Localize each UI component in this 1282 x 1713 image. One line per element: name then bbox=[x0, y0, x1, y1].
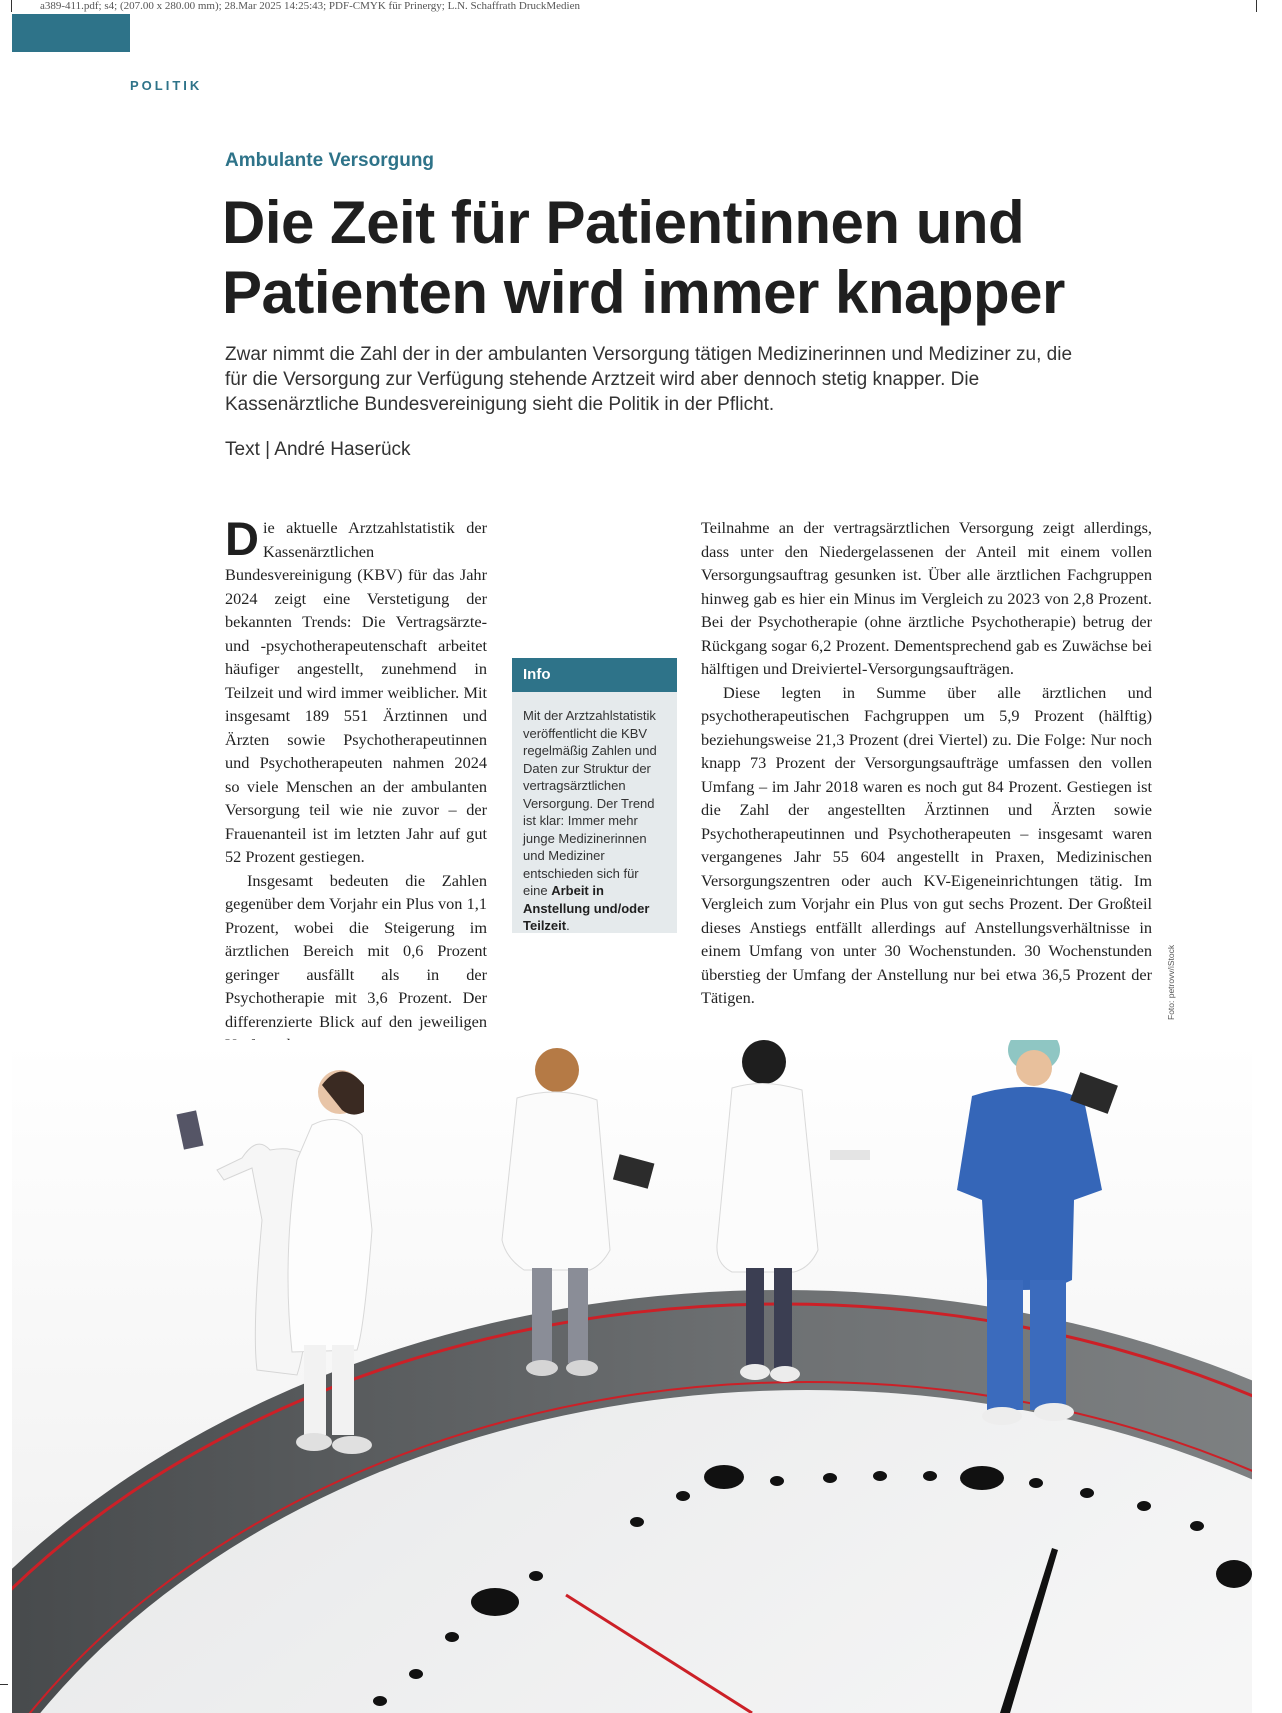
body-paragraph: Diese legten in Summe über alle ärztlichen und psychotherapeutischen Fachgruppen um 5,9 Prozent (hälftig) beziehungsweise 21,3 Prozent (drei Viertel) zu. Die Folge: Nur noch knapp 73 Prozent der Versorgungsaufträge umfassen den vollen Umfang – im Jahr 2018 waren es noch gut 84 Prozent. Gestiegen ist die Zahl der angestellten Ärztinnen und Ärzten sowie Psychotherapeutinnen und Psychotherapeuten – insgesamt waren vergangenes Jahr 55 604 angestellt in Praxen, Medizinischen Versorgungszentren oder auch KV-Eigeneinrichtungen tätig. Im Vergleich zum Vorjahr ein Plus von gut sechs Prozent. Der Großteil dieses Anstiegs entfällt allerdings auf Anstellungsverhältnisse in einem Umfang von unter 30 Wochenstunden. 30 Wochenstunden überstieg der Umfang der Anstellung nur bei etwa 36,5 Prozent der Tätigen. bbox=[701, 682, 1152, 1007]
crop-mark-top-left bbox=[11, 0, 12, 12]
info-box-end: . bbox=[566, 918, 570, 933]
crop-mark-top-right bbox=[1256, 0, 1257, 12]
hour-marker bbox=[704, 1465, 744, 1489]
hour-marker bbox=[960, 1466, 1004, 1490]
article-headline bbox=[222, 188, 1222, 328]
body-text: ie aktuelle Arztzahlstatistik der Kassenärztlichen Bundesvereinigung (KBV) für das Jahr 2024 zeigt eine Verstetigung der bekannten Trends: Die Vertragsärzte- und -psychotherapeutenschaft arbeitet häufiger angestellt, zunehmend in Teilzeit und wird immer weiblicher. Mit insgesamt 189 551 Ärztinnen und Ärzten sowie Psychotherapeutinnen und Psychotherapeuten nahmen 2024 so viele Menschen an der ambulanten Versorgung teil wie nie zuvor – der Frauenanteil ist im letzten Jahr auf gut 52 Prozent gestiegen. bbox=[225, 518, 487, 866]
info-box-body: Mit der Arztzahlstatistik veröffentlicht die KBV regelmäßig Zahlen und Daten zur Struktur der vertragsärztlichen Versorgung. Der Trend ist klar: Immer mehr junge Medizinerinnen und Mediziner entschieden sich für eine bbox=[523, 708, 657, 898]
hour-marker bbox=[1216, 1560, 1252, 1588]
section-color-bar bbox=[12, 14, 130, 52]
body-paragraph: Teilnahme an der vertragsärztlichen Versorgung zeigt allerdings, dass unter den Niedergelassenen der Anteil mit einem vollen Versorgungsauftrag gesunken ist. Über alle ärztlichen Fachgruppen hinweg gab es hier ein Minus im Vergleich zu 2023 von 2,8 Prozent. Bei der Psychotherapie (ohne ärztliche Psychotherapie) betrug der Rückgang sogar 6,2 Prozent. Dementsprechend gab es Zuwächse bei hälftigen und Dreiviertel-Versorgungsaufträgen. bbox=[701, 518, 1152, 678]
headline-line-2: Patienten wird immer knapper bbox=[222, 259, 1065, 326]
info-box-text bbox=[512, 692, 677, 935]
drop-cap: D bbox=[225, 512, 259, 565]
headline-line-1: Die Zeit für Patientinnen und bbox=[222, 189, 1025, 256]
illustration-svg bbox=[12, 1040, 1252, 1713]
article-byline: Text | André Haserück bbox=[225, 439, 411, 460]
photo-credit: Foto: petrovv/iStock bbox=[1166, 944, 1176, 1020]
section-label: POLITIK bbox=[130, 78, 203, 93]
article-kicker: Ambulante Versorgung bbox=[225, 150, 435, 171]
body-paragraph: Insgesamt bedeuten die Zahlen gegenüber dem Vorjahr ein Plus von 1,1 Prozent, wobei die Steigerung im ärztlichen Bereich mit 0,6 Prozent geringer ausfällt als in der Psychotherapie mit 3,6 Prozent. Der differenzierte Blick auf den jeweiligen bbox=[225, 870, 487, 1031]
hour-marker bbox=[471, 1588, 519, 1616]
crop-mark-bottom-left bbox=[0, 1684, 8, 1685]
print-info-line: a389-411.pdf; s4; (207.00 x 280.00 mm); 28.Mar 2025 14:25:43; PDF-CMYK für Prinergy; L.N. Schaffrath DruckMedien bbox=[40, 0, 580, 12]
article-standfirst: Zwar nimmt die Zahl der in der ambulanten Versorgung tätigen Medizinerinnen und Mediziner zu, die für die Versorgung zur Verfügung stehende Arztzeit wird aber dennoch stetig knapper. Die Kassenärztliche Bundesvereinigung sieht die Politik in der Pflicht. bbox=[225, 344, 1073, 415]
body-column-2 bbox=[701, 516, 1152, 1010]
info-box-title: Info bbox=[512, 658, 677, 692]
info-box bbox=[512, 658, 677, 933]
clock-doctors-illustration bbox=[12, 1040, 1252, 1713]
body-column-1 bbox=[225, 512, 487, 1057]
body-paragraph bbox=[225, 512, 487, 869]
info-box-emphasis: Arbeit in Anstellung und/oder Teilzeit bbox=[523, 883, 650, 933]
